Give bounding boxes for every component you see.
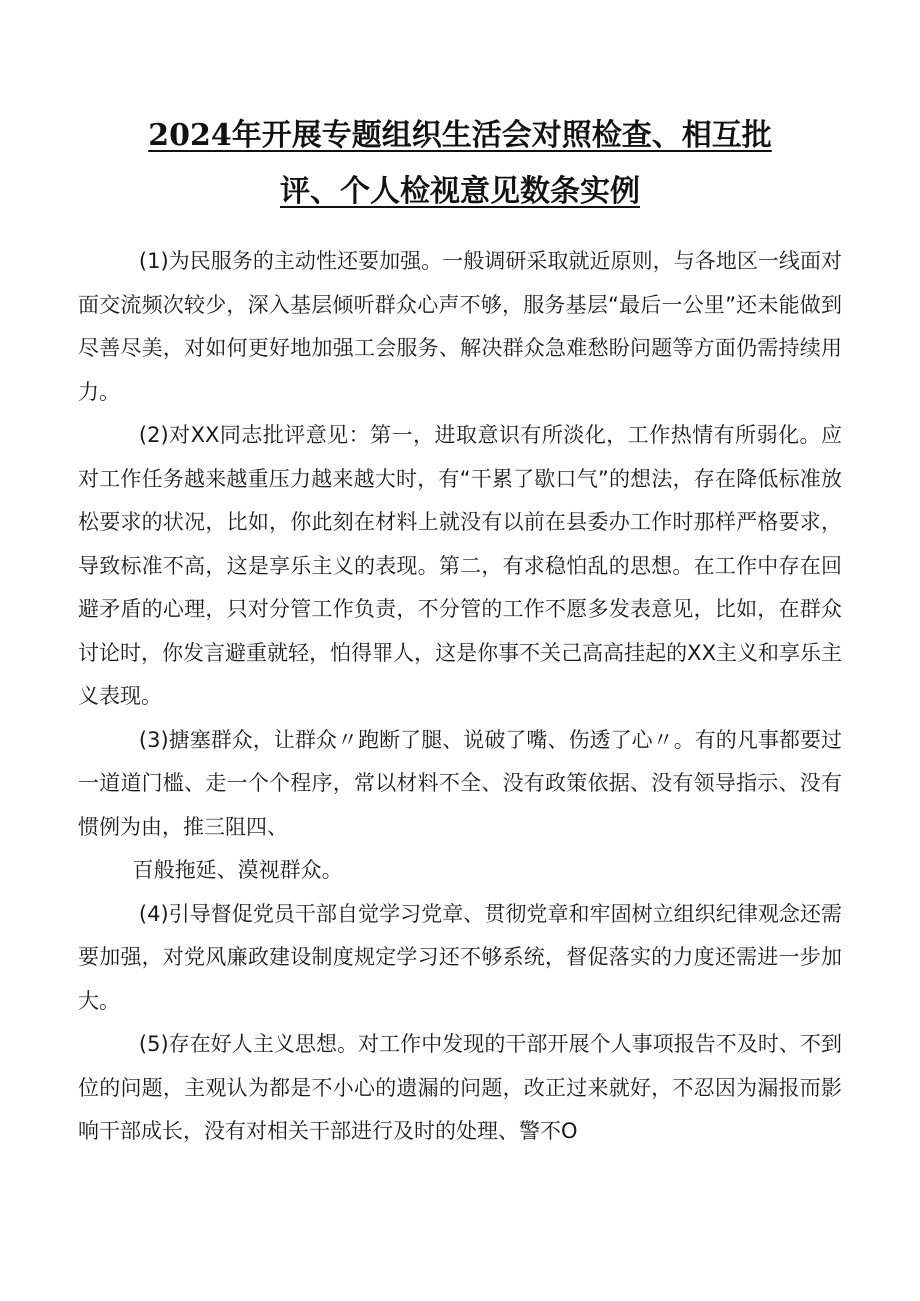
- paragraph-1: (1)为民服务的主动性还要加强。一般调研采取就近原则，与各地区一线面对面交流频次较少，深入基层倾听群众心声不够，服务基层“最后一公里”还未能做到尽善尽美，对如何更好地加强工会服务、解决群众急难愁盼问题等方面仍需持续用力。: [78, 249, 842, 404]
- paragraph-3: (3)搪塞群众，让群众〃跑断了腿、说破了嘴、伤透了心〃。有的凡事都要过一道道门槛、走一个个程序，常以材料不全、没有政策依据、没有领导指示、没有惯例为由，推三阻四、: [78, 727, 842, 839]
- paragraph-3-continued: 百般拖延、漠视群众。: [132, 858, 343, 882]
- paragraph-4: (4)引导督促党员干部自觉学习党章、贯彻党章和牢固树立组织纪律观念还需要加强，对党风廉政建设制度规定学习还不够系统，督促落实的力度还需进一步加大。: [78, 901, 842, 1013]
- title-line-1: 2024年开展专题组织生活会对照检查、相互批: [148, 118, 772, 153]
- document-title: [100, 108, 820, 220]
- paragraph-2: (2)对XX同志批评意见：第一，进取意识有所淡化，工作热情有所弱化。应对工作任务越来越重压力越来越大时，有“干累了歇口气”的想法，存在降低标准放松要求的状况，比如，你此刻在材料上就没有以前在县委办工作时那样严格要求，导致标准不高，这是享乐主义的表现。第二，有求稳怕乱的思想。在工作中存在回避矛盾的心理，只对分管工作负责，不分管的工作不愿多发表意见，比如，在群众讨论时，你发言避重就轻，怕得罪人，这是你事不关己高高挂起的XX主义和享乐主义表现。: [78, 423, 842, 708]
- title-line-2: 评、个人检视意见数条实例: [280, 174, 640, 209]
- paragraph-5: (5)存在好人主义思想。对工作中发现的干部开展个人事项报告不及时、不到位的问题，主观认为都是不小心的遗漏的问题，改正过来就好，不忍因为漏报而影响干部成长，没有对相关干部进行及时的处理、警不O: [78, 1032, 842, 1143]
- document-body: [78, 240, 842, 1154]
